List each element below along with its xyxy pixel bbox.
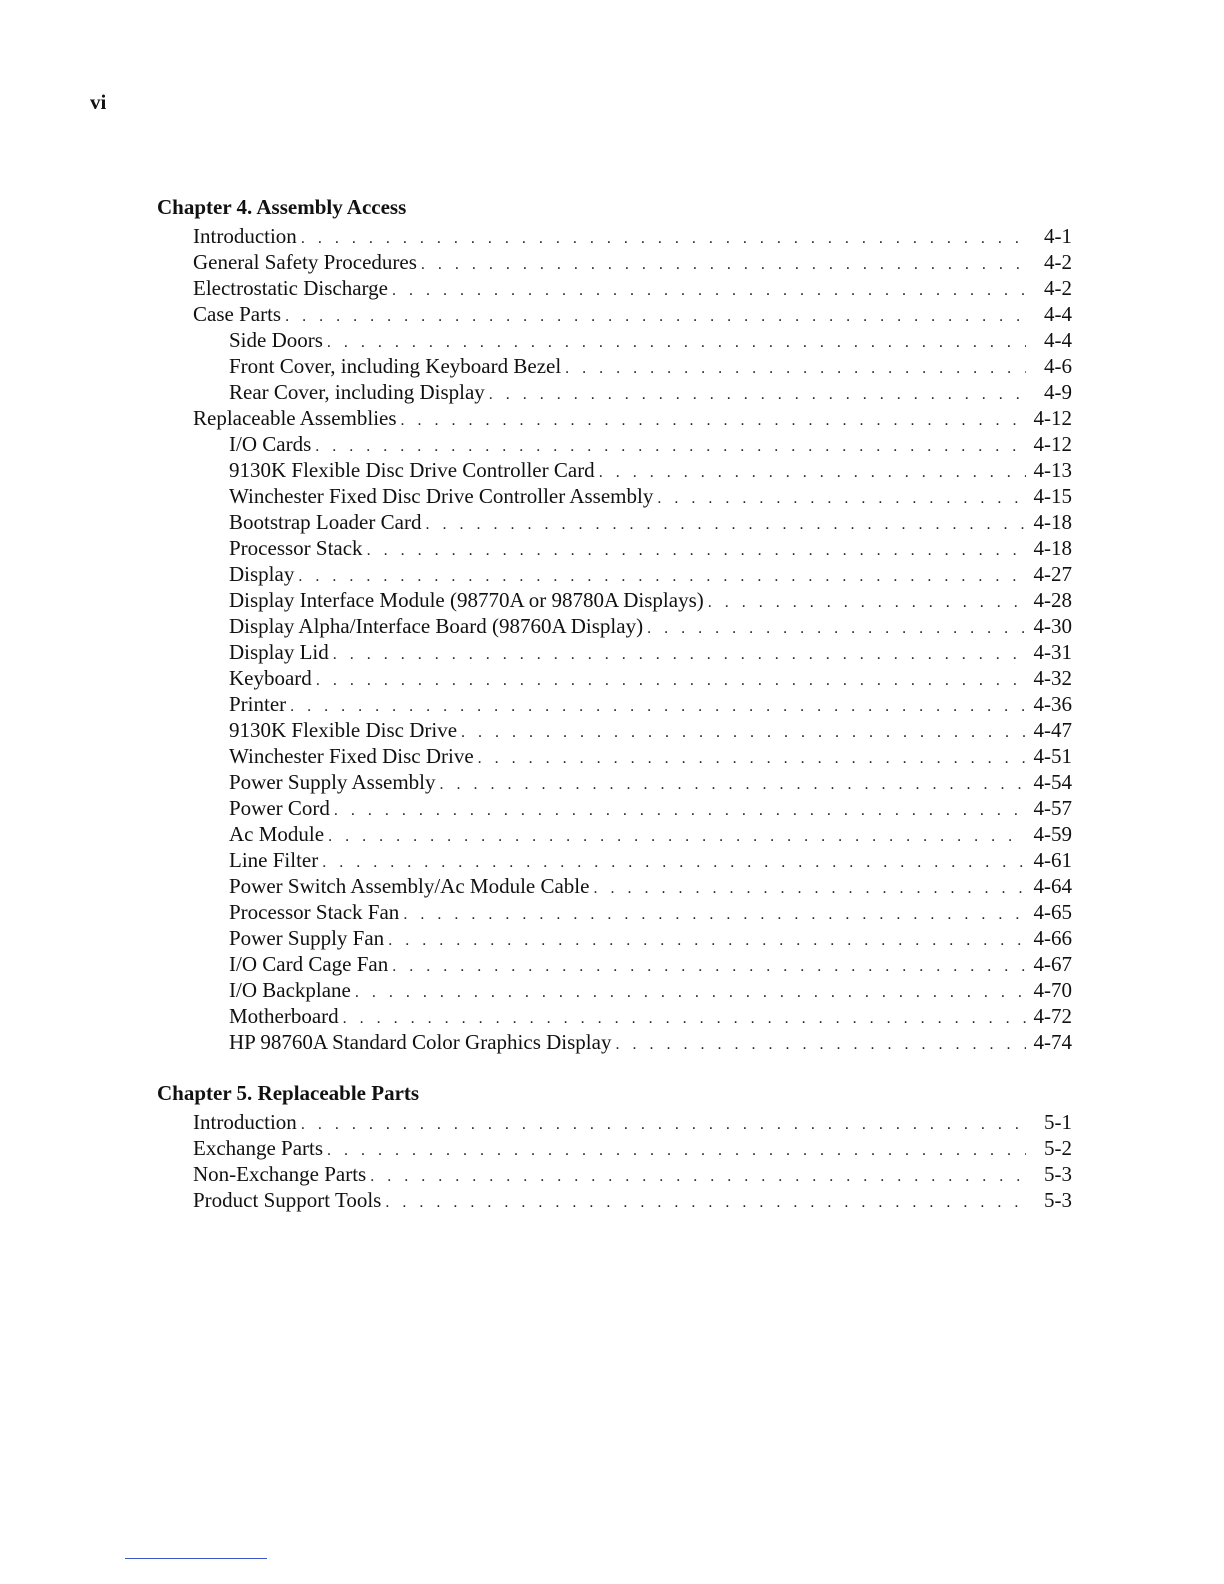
dot-leader [385, 1190, 1026, 1216]
toc-entry-page: 4-18 [1033, 536, 1072, 560]
dot-leader [355, 980, 1026, 1006]
toc-entry[interactable] [157, 899, 1072, 925]
toc-entry[interactable] [157, 509, 1072, 535]
dot-leader [615, 1032, 1026, 1058]
toc-entry[interactable] [157, 1003, 1072, 1029]
toc-entry-title: Keyboard [229, 666, 312, 690]
dot-leader [599, 460, 1026, 486]
dot-leader [334, 798, 1026, 824]
toc-list [157, 223, 1072, 1055]
toc-entry[interactable] [157, 431, 1072, 457]
dot-leader [401, 408, 1026, 434]
toc-entry[interactable] [157, 379, 1072, 405]
toc-entry-title: Processor Stack [229, 536, 363, 560]
toc-entry[interactable] [157, 587, 1072, 613]
toc-entry-title: HP 98760A Standard Color Graphics Display [229, 1030, 612, 1054]
toc-entry[interactable] [157, 665, 1072, 691]
toc-entry-page: 4-32 [1033, 666, 1072, 690]
dot-leader [421, 252, 1026, 278]
toc-entry-title: Processor Stack Fan [229, 900, 400, 924]
toc-entry[interactable] [157, 223, 1072, 249]
toc-entry-page: 4-61 [1033, 848, 1072, 872]
toc-entry-title: Display Interface Module (98770A or 98780A Displays) [229, 588, 704, 612]
toc-entry[interactable] [157, 743, 1072, 769]
toc-entry-page: 4-47 [1033, 718, 1072, 742]
toc-entry-title: Case Parts [193, 302, 282, 326]
toc-entry-page: 5-2 [1044, 1136, 1072, 1160]
toc-entry-title: I/O Cards [229, 432, 312, 456]
chapter-title: Chapter 5. Replaceable Parts [157, 1081, 420, 1105]
toc-entry[interactable] [157, 769, 1072, 795]
toc-entry-title: Front Cover, including Keyboard Bezel [229, 354, 562, 378]
toc-entry[interactable] [157, 561, 1072, 587]
toc-entry-page: 4-2 [1044, 276, 1072, 300]
dot-leader [388, 928, 1026, 954]
dot-leader [647, 616, 1026, 642]
dot-leader [316, 668, 1026, 694]
toc-entry-page: 4-31 [1033, 640, 1072, 664]
toc-entry-title: Motherboard [229, 1004, 339, 1028]
dot-leader [425, 512, 1026, 538]
toc-entry-title: Replaceable Assemblies [193, 406, 397, 430]
dot-leader [285, 304, 1026, 330]
chapter-title: Chapter 4. Assembly Access [157, 195, 407, 219]
toc-entry-page: 5-3 [1044, 1162, 1072, 1186]
toc-entry[interactable] [157, 405, 1072, 431]
toc-entry-page: 4-12 [1033, 406, 1072, 430]
toc-entry-title: Side Doors [229, 328, 323, 352]
toc-entry-page: 4-28 [1033, 588, 1072, 612]
toc-entry-page: 4-51 [1033, 744, 1072, 768]
toc-entry-page: 4-67 [1033, 952, 1072, 976]
toc-entry-title: 9130K Flexible Disc Drive Controller Card [229, 458, 595, 482]
toc-entry-title: Non-Exchange Parts [193, 1162, 367, 1186]
toc-entry-page: 4-72 [1033, 1004, 1072, 1028]
toc-entry-title: Introduction [193, 1110, 297, 1134]
toc-entry-title: Line Filter [229, 848, 319, 872]
toc-entry-title: Rear Cover, including Display [229, 380, 485, 404]
toc-entry-title: Exchange Parts [193, 1136, 324, 1160]
toc-entry-title: Power Supply Assembly [229, 770, 436, 794]
dot-leader [333, 642, 1026, 668]
dot-leader [593, 876, 1026, 902]
chapter-5-section [157, 1079, 1072, 1213]
toc-entry[interactable] [157, 353, 1072, 379]
toc-entry-page: 4-66 [1033, 926, 1072, 950]
dot-leader [657, 486, 1026, 512]
toc-entry-page: 4-9 [1044, 380, 1072, 404]
dot-leader [489, 382, 1026, 408]
toc-entry-page: 4-4 [1044, 302, 1072, 326]
toc-entry-title: Ac Module [229, 822, 325, 846]
toc-entry[interactable] [157, 821, 1072, 847]
toc-entry[interactable] [157, 613, 1072, 639]
toc-entry[interactable] [157, 795, 1072, 821]
toc-entry[interactable] [157, 457, 1072, 483]
toc-entry-title: Power Cord [229, 796, 330, 820]
toc-entry-page: 4-2 [1044, 250, 1072, 274]
toc-entry-page: 5-3 [1044, 1188, 1072, 1212]
toc-entry-title: Winchester Fixed Disc Drive [229, 744, 474, 768]
toc-entry[interactable] [157, 1109, 1072, 1135]
toc-entry-page: 5-1 [1044, 1110, 1072, 1134]
toc-entry-title: Winchester Fixed Disc Drive Controller Assembly [229, 484, 654, 508]
toc-entry-page: 4-13 [1033, 458, 1072, 482]
dot-leader [403, 902, 1026, 928]
toc-entry-page: 4-36 [1033, 692, 1072, 716]
footnote-rule [125, 1558, 267, 1559]
toc-entry[interactable] [157, 873, 1072, 899]
toc-entry-page: 4-6 [1044, 354, 1072, 378]
toc-entry-title: Display Lid [229, 640, 329, 664]
toc-entry-title: Printer [229, 692, 287, 716]
page-number: vi [90, 90, 107, 114]
toc-entry-title: Product Support Tools [193, 1188, 382, 1212]
toc-list [157, 1109, 1072, 1213]
dot-leader [370, 1164, 1026, 1190]
dot-leader [301, 1112, 1026, 1138]
toc-entry-page: 4-54 [1033, 770, 1072, 794]
toc-entry-page: 4-59 [1033, 822, 1072, 846]
toc-entry[interactable] [157, 275, 1072, 301]
dot-leader [708, 590, 1026, 616]
toc-entry-title: Power Switch Assembly/Ac Module Cable [229, 874, 590, 898]
toc-entry[interactable] [157, 691, 1072, 717]
toc-entry[interactable] [157, 535, 1072, 561]
toc-entry-title: Bootstrap Loader Card [229, 510, 422, 534]
toc-entry-page: 4-1 [1044, 224, 1072, 248]
dot-leader [367, 538, 1026, 564]
toc-entry-title: General Safety Procedures [193, 250, 417, 274]
toc-entry[interactable] [157, 977, 1072, 1003]
toc-entry[interactable] [157, 951, 1072, 977]
toc-entry[interactable] [157, 301, 1072, 327]
toc-entry-page: 4-15 [1033, 484, 1072, 508]
dot-leader [565, 356, 1026, 382]
dot-leader [392, 954, 1026, 980]
toc-entry[interactable] [157, 1187, 1072, 1213]
toc-entry-page: 4-65 [1033, 900, 1072, 924]
toc-entry-title: Display Alpha/Interface Board (98760A Display) [229, 614, 644, 638]
toc-entry-page: 4-18 [1033, 510, 1072, 534]
toc-entry-title: Electrostatic Discharge [193, 276, 388, 300]
dot-leader [328, 824, 1026, 850]
toc-entry[interactable] [157, 249, 1072, 275]
dot-leader [440, 772, 1026, 798]
toc-entry-title: Introduction [193, 224, 297, 248]
toc-entry-page: 4-30 [1033, 614, 1072, 638]
toc-entry-page: 4-27 [1033, 562, 1072, 586]
dot-leader [392, 278, 1026, 304]
toc-entry[interactable] [157, 717, 1072, 743]
toc-entry-page: 4-4 [1044, 328, 1072, 352]
dot-leader [478, 746, 1026, 772]
toc-entry-title: I/O Backplane [229, 978, 351, 1002]
toc-entry-page: 4-12 [1033, 432, 1072, 456]
toc-entry[interactable] [157, 1029, 1072, 1055]
toc-entry[interactable] [157, 1161, 1072, 1187]
toc-entry-page: 4-64 [1033, 874, 1072, 898]
toc-entry-page: 4-74 [1033, 1030, 1072, 1054]
toc-entry[interactable] [157, 1135, 1072, 1161]
dot-leader [327, 1138, 1026, 1164]
toc-entry-title: Power Supply Fan [229, 926, 385, 950]
dot-leader [461, 720, 1026, 746]
toc-entry[interactable] [157, 483, 1072, 509]
toc-entry-page: 4-70 [1033, 978, 1072, 1002]
toc-entry-page: 4-57 [1033, 796, 1072, 820]
toc-entry-title: Display [229, 562, 295, 586]
toc-entry-title: I/O Card Cage Fan [229, 952, 389, 976]
toc-entry[interactable] [157, 639, 1072, 665]
chapter-4-section [157, 193, 1072, 1055]
toc-entry-title: 9130K Flexible Disc Drive [229, 718, 458, 742]
toc-entry[interactable] [157, 327, 1072, 353]
toc-entry[interactable] [157, 925, 1072, 951]
toc-entry[interactable] [157, 847, 1072, 873]
